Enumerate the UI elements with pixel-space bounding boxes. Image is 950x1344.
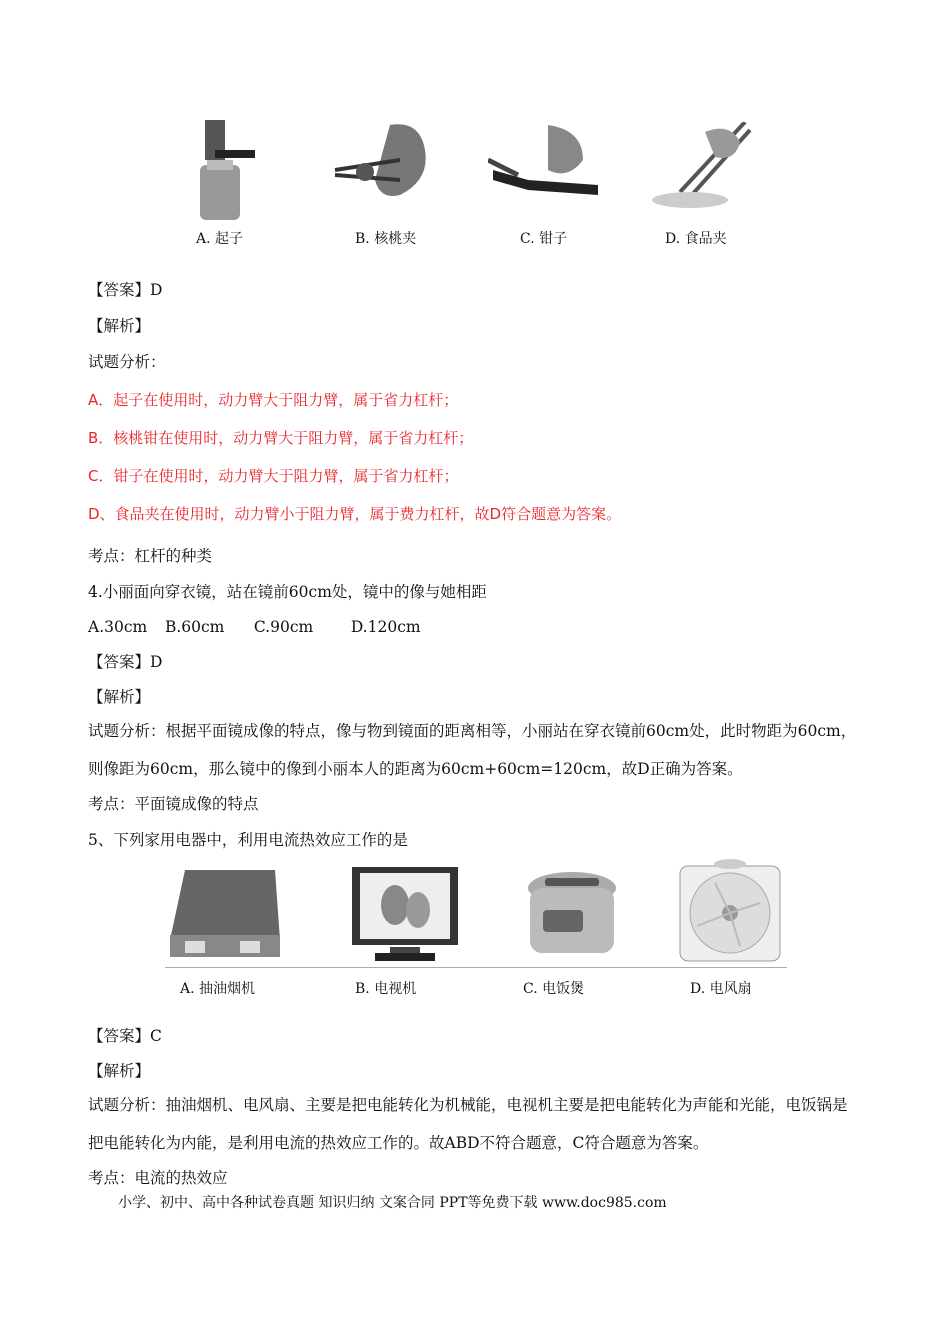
q4-choice-a: A.30cm: [88, 618, 148, 636]
q3-analysis-intro: 试题分析：: [88, 353, 166, 371]
television-image: [350, 865, 460, 965]
appliance-baseline: [165, 967, 787, 968]
food-tongs-image: [650, 122, 755, 212]
q4-answer: 【答案】D: [88, 653, 163, 671]
q4-analysis-header: 【解析】: [88, 688, 151, 706]
q4-choice-d: D.120cm: [350, 618, 421, 636]
q3-analysis-line-d: D、食品夹在使用时，动力臂小于阻力臂，属于费力杠杆，故D符合题意为答案。: [88, 505, 622, 523]
q4-topic: 考点：平面镜成像的特点: [88, 795, 259, 813]
appliance-caption-c: C. 电饭煲: [523, 981, 585, 997]
appliance-caption-a: A. 抽油烟机: [180, 981, 256, 997]
q4-analysis: 试题分析：根据平面镜成像的特点，像与物到镜面的距离相等，小丽站在穿衣镜前60cm处，此时物距为60cm，则像距为60cm，那么镜中的像到小丽本人的距离为60cm+60cm=120cm，故D正确为答案。: [88, 722, 857, 778]
q3-analysis-header: 【解析】: [88, 317, 151, 335]
figure-caption-a: A. 起子: [196, 231, 244, 247]
q5-question: 5、下列家用电器中，利用电流热效应工作的是: [88, 831, 408, 849]
appliance-caption-d: D. 电风扇: [690, 981, 752, 997]
electric-fan-image: [675, 858, 785, 968]
bottle-opener-image: [195, 120, 265, 220]
q3-analysis-line-b: B．核桃钳在使用时，动力臂大于阻力臂，属于省力杠杆；: [88, 429, 474, 447]
rice-cooker-image: [525, 868, 620, 963]
q5-topic: 考点：电流的热效应: [88, 1169, 228, 1187]
q5-analysis-header: 【解析】: [88, 1062, 151, 1080]
appliance-caption-b: B. 电视机: [355, 981, 417, 997]
q4-choice-b: B.60cm: [164, 618, 225, 636]
q4-question: 4.小丽面向穿衣镜，站在镜前60cm处，镜中的像与她相距: [88, 583, 487, 601]
q3-answer: 【答案】D: [88, 281, 163, 299]
range-hood-image: [165, 865, 285, 960]
q3-analysis-line-c: C．钳子在使用时，动力臂大于阻力臂，属于省力杠杆；: [88, 467, 459, 485]
figure-caption-b: B. 核桃夹: [355, 231, 417, 247]
q5-answer: 【答案】C: [88, 1027, 162, 1045]
figure-caption-d: D. 食品夹: [665, 231, 727, 247]
q4-choices: [88, 617, 421, 637]
q3-topic: 考点：杠杆的种类: [88, 547, 213, 565]
nutcracker-image: [330, 120, 440, 210]
q4-choice-c: C.90cm: [253, 618, 314, 636]
figure-caption-c: C. 钳子: [520, 231, 568, 247]
q3-analysis-line-a: A．起子在使用时，动力臂大于阻力臂，属于省力杠杆；: [88, 391, 459, 409]
pliers-image: [488, 125, 608, 205]
page-footer: 小学、初中、高中各种试卷真题 知识归纳 文案合同 PPT等免费下载 www.doc985.com: [118, 1195, 667, 1211]
q5-analysis: 试题分析：抽油烟机、电风扇、主要是把电能转化为机械能，电视机主要是把电能转化为声能和光能，电饭锅是把电能转化为内能，是利用电流的热效应工作的。故ABD不符合题意，C符合题意为答案。: [88, 1096, 848, 1152]
